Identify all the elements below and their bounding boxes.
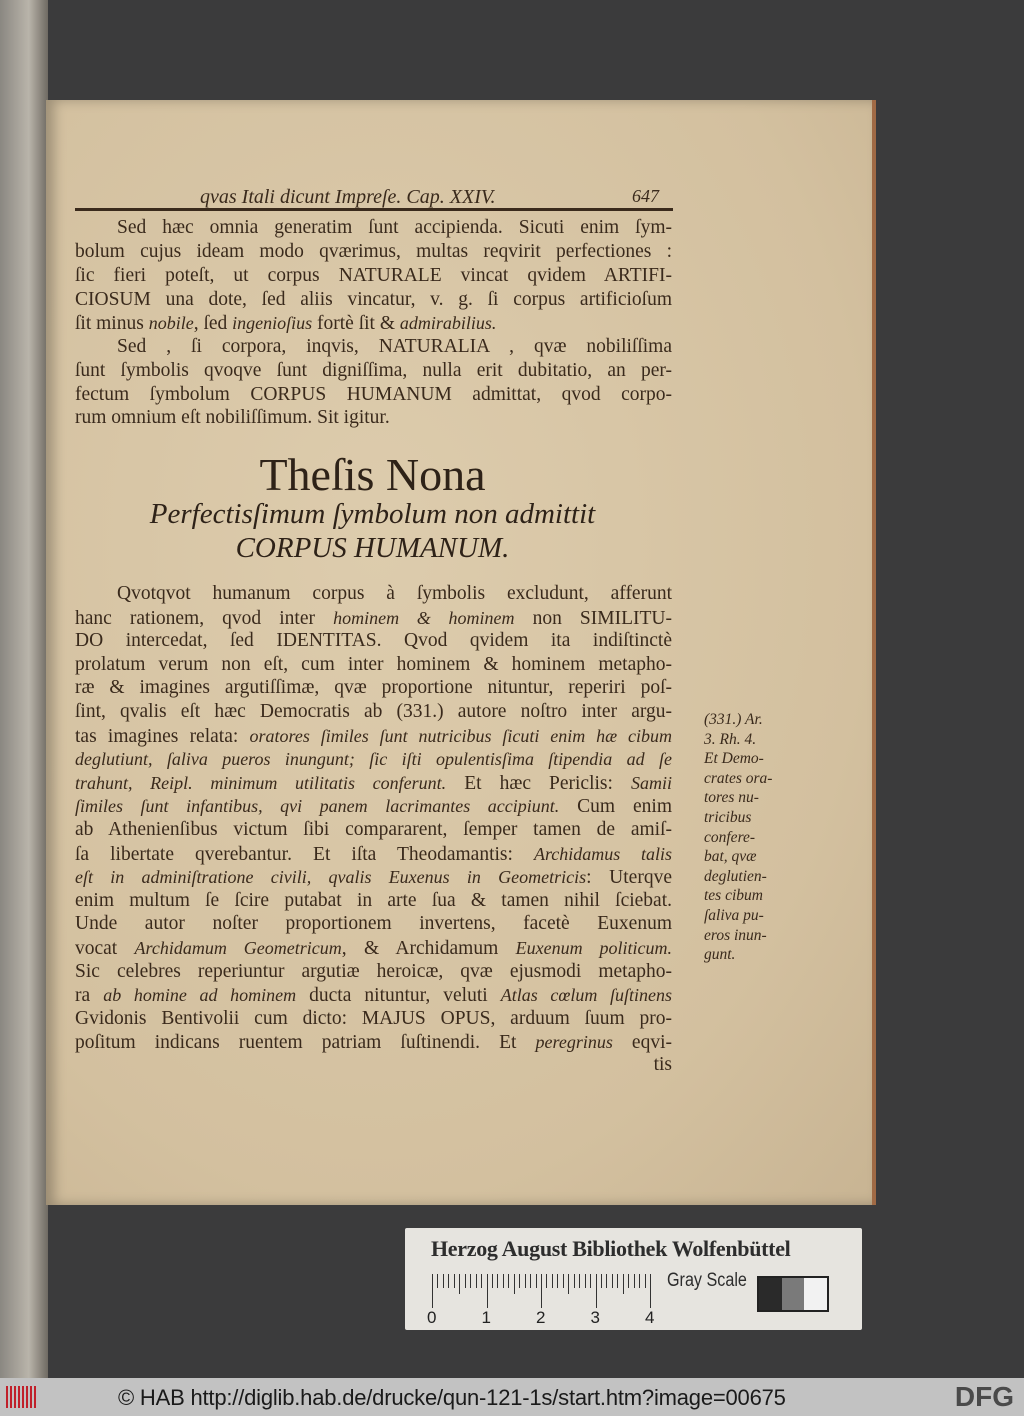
- italic-text: Archidamus talis: [533, 843, 672, 864]
- text-line: [75, 748, 672, 771]
- ruler-tick: [623, 1274, 624, 1294]
- margin-note-line: bat, qvæ: [704, 848, 757, 866]
- italic-text: Euxenum politicum.: [515, 938, 672, 958]
- text-segment: ſic fieri poteſt, ut corpus NATURALE vincat qvidem ARTIFI-: [75, 265, 672, 286]
- ruler-tick: [617, 1274, 618, 1288]
- copyright-link[interactable]: © HAB http://diglib.hab.de/drucke/qun-121-1s/start.htm?image=00675: [118, 1385, 786, 1410]
- italic-text: ſimiles ſunt infantibus, qvi panem lacrimantes accipiunt.: [75, 796, 560, 817]
- ruler-tick: [639, 1274, 640, 1288]
- ruler-tick: [557, 1274, 558, 1288]
- ruler-tick: [634, 1274, 635, 1288]
- margin-note-line: tricibus: [704, 809, 752, 826]
- ruler-tick: [596, 1274, 597, 1308]
- text-segment: fortè ſit &: [312, 313, 400, 334]
- text-segment: ſunt ſymbolis qvoqve ſunt digniſſima, nulla erit dubitatio, an per-: [75, 360, 672, 381]
- text-line: [75, 772, 672, 795]
- ruler-tick: [546, 1274, 547, 1288]
- text-line: [75, 312, 672, 335]
- text-segment: Gvidonis Bentivolii cum dicto: MAJUS OPUS, arduum ſuum pro-: [75, 1007, 672, 1029]
- text-segment: ducta nituntur, veluti: [296, 985, 501, 1007]
- text-segment: DO intercedat, ſed IDENTITAS. Qvod qvidem ita indiſtinctè: [75, 630, 672, 652]
- ruler-tick: [650, 1274, 651, 1308]
- text-line: [75, 607, 672, 630]
- ruler-tick: [574, 1274, 575, 1288]
- ruler-number: 2: [536, 1308, 546, 1327]
- margin-note-line: eros inun-: [704, 926, 767, 944]
- italic-text: peregrinus: [535, 1032, 613, 1053]
- text-segment: ſa libertate qverebantur. Et iſta Theodamantis:: [75, 843, 534, 865]
- ruler-tick: [606, 1274, 607, 1288]
- italic-text: nobile: [148, 313, 194, 333]
- ruler-tick: [465, 1274, 466, 1288]
- margin-note-line: tores nu-: [704, 789, 759, 807]
- text-segment: fectum ſymbolum CORPUS HUMANUM admittat, qvod corpo-: [75, 384, 672, 405]
- text-segment: poſitum indicans ruentem patriam ſuſtinendi. Et: [75, 1032, 536, 1054]
- thesis-subtitle: Perfectisſimum ſymbolum non admittit: [149, 498, 596, 530]
- text-segment: eqvi-: [612, 1032, 672, 1054]
- italic-text: oratores ſimiles ſunt nutricibus ſicuti enim hæ cibum: [249, 725, 672, 746]
- text-segment: non SIMILITU-: [514, 607, 672, 629]
- text-line: [75, 890, 672, 912]
- margin-note-line: crates ora-: [704, 769, 773, 787]
- text-segment: ab Athenienſibus victum ſibi compararent, ſemper tamen de amiſ-: [75, 819, 672, 840]
- ruler-tick: [579, 1274, 580, 1288]
- ruler-tick: [525, 1274, 526, 1288]
- ruler-tick: [568, 1274, 569, 1294]
- ruler-tick: [497, 1274, 498, 1288]
- text-line: [75, 795, 672, 818]
- text-line: [75, 241, 672, 263]
- ruler-number: 0: [427, 1308, 437, 1327]
- text-segment: rum omnium eſt nobiliſſimum. Sit igitur.: [75, 407, 390, 428]
- ruler-number: 1: [481, 1308, 491, 1327]
- thesis-title: Theſis Nona: [259, 449, 486, 500]
- margin-note-line: deglutien-: [704, 867, 767, 885]
- margin-note-line: 3. Rh. 4.: [704, 730, 757, 748]
- previous-page-edge: [0, 0, 48, 1378]
- text-segment: ra: [75, 985, 104, 1007]
- ruler-tick: [514, 1274, 515, 1294]
- ruler-tick: [508, 1274, 509, 1288]
- text-line: [75, 984, 672, 1007]
- italic-text: trahunt, Reipl. minimum utilitatis conferunt.: [75, 772, 447, 793]
- ruler-tick: [601, 1274, 602, 1288]
- text-line: [75, 937, 672, 960]
- text-line: [75, 843, 672, 866]
- text-line: [75, 701, 672, 723]
- ruler-tick: [481, 1274, 482, 1288]
- page-number: 647: [632, 186, 659, 206]
- italic-text: Samii: [630, 772, 672, 793]
- ruler-tick: [552, 1274, 553, 1288]
- italic-text: admirabilius.: [399, 313, 497, 333]
- margin-note-line: confere-: [704, 828, 756, 846]
- ruler-tick: [432, 1274, 433, 1308]
- ruler-tick: [503, 1274, 504, 1288]
- gray-scale-label: Gray Scale: [667, 1270, 747, 1291]
- ruler-tick: [541, 1274, 542, 1308]
- text-segment: ræ & imagines argutiſſimæ, qvæ proportione nituntur, reperiri poſ-: [75, 677, 672, 699]
- ruler-tick: [448, 1274, 449, 1288]
- text-line: [75, 677, 672, 699]
- text-segment: prolatum verum non eſt, cum inter hominem & hominem metapho-: [75, 653, 672, 675]
- ruler-tick: [470, 1274, 471, 1288]
- italic-text: ingenioſius: [232, 313, 313, 333]
- text-line: [117, 336, 672, 358]
- margin-note-line: gunt.: [704, 946, 736, 964]
- text-segment: Unde autor noſter proportionem invertens, facetè Euxenum: [75, 913, 672, 935]
- text-line: [75, 654, 672, 676]
- margin-note-line: tes cibum: [704, 887, 763, 905]
- text-line: [75, 961, 672, 983]
- text-line: [75, 407, 672, 429]
- text-line: [75, 1008, 672, 1030]
- italic-text: deglutiunt, ſaliva pueros inungunt; ſic iſti opulentisſima ſtipendia ad ſe: [75, 749, 672, 770]
- header-rule: [75, 208, 673, 211]
- running-title: qvas Itali dicunt Impreſe. Cap. XXIV.: [200, 186, 496, 208]
- ruler-tick: [612, 1274, 613, 1288]
- text-line: [75, 725, 672, 748]
- ruler-tick: [487, 1274, 488, 1308]
- footer-bar: [0, 1378, 1024, 1416]
- gray-swatch: [782, 1278, 805, 1310]
- ruler-number: 3: [590, 1308, 600, 1327]
- italic-text: ab homine ad hominem: [103, 985, 297, 1006]
- text-line: [75, 913, 672, 935]
- text-line: [75, 384, 672, 406]
- margin-note-line: (331.) Ar.: [704, 711, 763, 728]
- ruler-tick: [437, 1274, 438, 1288]
- text-line: [117, 217, 672, 239]
- text-segment: Et hæc Periclis:: [446, 772, 631, 794]
- text-line: [75, 866, 672, 889]
- italic-text: eſt in adminiſtratione civili, qvalis Euxenus in Geometricis: [75, 867, 587, 888]
- ruler-tick: [492, 1274, 493, 1288]
- italic-text: Archidamum Geometricum: [134, 938, 342, 958]
- ruler-tick: [519, 1274, 520, 1288]
- ruler-tick: [536, 1274, 537, 1288]
- catchword: tis: [653, 1054, 672, 1075]
- ruler-tick: [628, 1274, 629, 1288]
- ruler: [432, 1274, 657, 1310]
- text-segment: hanc rationem, qvod inter: [75, 607, 334, 629]
- text-segment: , & Archidamum: [341, 938, 516, 959]
- text-segment: vocat: [75, 938, 135, 959]
- text-segment: , ſed: [193, 313, 233, 334]
- ruler-tick: [443, 1274, 444, 1288]
- gray-scale-swatches: [757, 1276, 829, 1312]
- text-line: [117, 583, 672, 605]
- text-segment: Cum enim: [559, 796, 672, 818]
- ruler-tick: [563, 1274, 564, 1288]
- ruler-tick: [530, 1274, 531, 1288]
- text-line: [75, 630, 672, 652]
- dfg-logo: DFG: [954, 1381, 1014, 1412]
- gray-swatch: [804, 1278, 827, 1310]
- text-segment: Sic celebres reperiuntur argutiæ heroicæ, qvæ ejusmodi metapho-: [75, 960, 672, 982]
- text-segment: bolum cujus ideam modo qværimus, multas reqvirit perfectiones :: [75, 241, 672, 262]
- color-calibration-card: [405, 1228, 862, 1330]
- text-segment: tas imagines relata:: [75, 725, 250, 747]
- text-segment: Qvotqvot humanum corpus à ſymbolis excludunt, afferunt: [117, 583, 672, 604]
- text-segment: ſit minus: [75, 313, 149, 334]
- ruler-tick: [590, 1274, 591, 1288]
- ruler-tick: [454, 1274, 455, 1288]
- ruler-number: 4: [645, 1308, 655, 1327]
- text-segment: : Uterqve: [586, 867, 672, 889]
- text-segment: Sed hæc omnia generatim ſunt accipienda. Sicuti enim ſym-: [117, 217, 672, 238]
- ruler-tick: [476, 1274, 477, 1288]
- text-line: [75, 819, 672, 841]
- ruler-tick: [459, 1274, 460, 1294]
- ruler-tick: [585, 1274, 586, 1288]
- italic-text: hominem & hominem: [333, 607, 515, 628]
- margin-note-line: Et Demo-: [704, 750, 764, 768]
- text-segment: enim multum ſe ſcire putabat in arte ſua & tamen nihil ſciebat.: [75, 889, 672, 911]
- text-segment: ſint, qvalis eſt hæc Democratis ab (331.) autore noſtro inter argu-: [75, 701, 672, 722]
- text-segment: CIOSUM una dote, ſed aliis vincatur, v. g. ſi corpus artificioſum: [75, 289, 672, 310]
- thesis-subtitle-2: CORPUS HUMANUM.: [235, 532, 510, 564]
- text-line: [75, 1031, 672, 1054]
- hab-logo-icon: [6, 1386, 36, 1408]
- text-line: [75, 360, 672, 382]
- text-line: [75, 289, 672, 311]
- card-title: Herzog August Bibliothek Wolfenbüttel: [431, 1236, 791, 1261]
- italic-text: Atlas cœlum ſuſtinens: [500, 985, 672, 1006]
- text-line: [75, 265, 672, 287]
- ruler-tick: [645, 1274, 646, 1288]
- margin-note-line: ſaliva pu-: [704, 907, 764, 924]
- text-segment: Sed , ſi corpora, inqvis, NATURALIA , qvæ nobiliſſima: [117, 336, 672, 357]
- gray-swatch: [759, 1278, 782, 1310]
